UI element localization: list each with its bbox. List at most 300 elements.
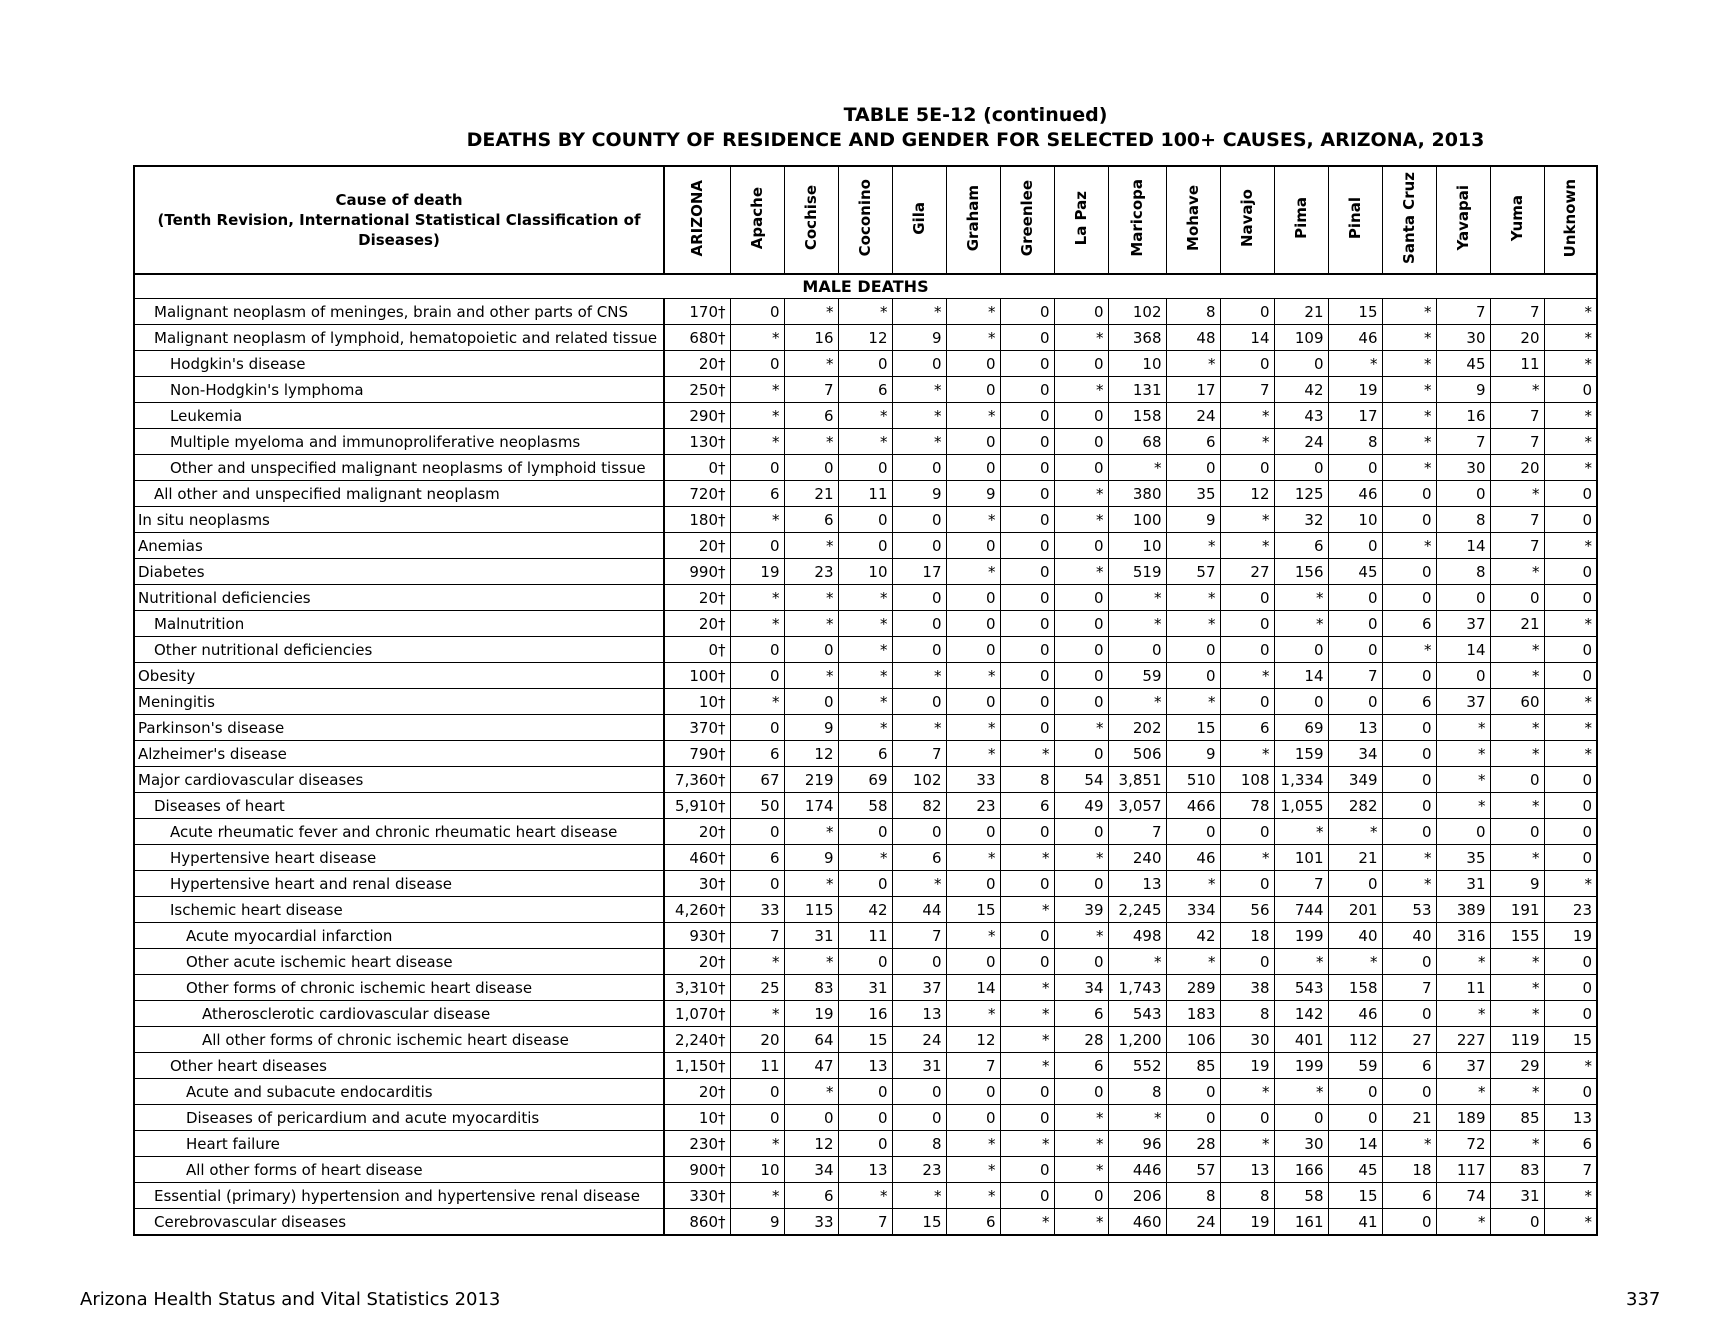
count-cell: 32	[1274, 507, 1328, 533]
count-cell: 64	[784, 1027, 838, 1053]
count-cell: 46	[1328, 1001, 1382, 1027]
count-cell: 0	[1382, 663, 1436, 689]
count-cell: *	[1274, 949, 1328, 975]
count-cell: 0	[1544, 559, 1597, 585]
count-cell: 230†	[664, 1131, 730, 1157]
column-header	[1436, 166, 1490, 274]
count-cell: 130†	[664, 429, 730, 455]
count-cell: *	[1220, 741, 1274, 767]
count-cell: 0	[1544, 975, 1597, 1001]
count-cell: 85	[1166, 1053, 1220, 1079]
count-cell: 0	[1220, 299, 1274, 325]
count-cell: *	[1544, 455, 1597, 481]
count-cell: 0	[946, 637, 1000, 663]
count-cell: 900†	[664, 1157, 730, 1183]
count-cell: 14	[1436, 533, 1490, 559]
count-cell: 31	[1490, 1183, 1544, 1209]
column-header	[1490, 166, 1544, 274]
count-cell: *	[1054, 845, 1108, 871]
count-cell: 0	[1054, 403, 1108, 429]
count-cell: *	[1220, 663, 1274, 689]
column-header	[1274, 166, 1328, 274]
count-cell: 12	[1220, 481, 1274, 507]
count-cell: *	[1382, 299, 1436, 325]
count-cell: 0	[730, 533, 784, 559]
count-cell: 6	[1220, 715, 1274, 741]
count-cell: 40	[1328, 923, 1382, 949]
count-cell: 0	[1544, 1001, 1597, 1027]
count-cell: 0	[1274, 455, 1328, 481]
column-header	[784, 166, 838, 274]
cause-label: In situ neoplasms	[134, 507, 664, 533]
count-cell: 0	[946, 819, 1000, 845]
count-cell: *	[784, 533, 838, 559]
footer-publication: Arizona Health Status and Vital Statistics 2013	[80, 1289, 501, 1310]
cause-label: Other and unspecified malignant neoplasms of lymphoid tissue	[134, 455, 664, 481]
count-cell: *	[946, 845, 1000, 871]
count-cell: 24	[1274, 429, 1328, 455]
count-cell: *	[1166, 871, 1220, 897]
count-cell: *	[838, 429, 892, 455]
cause-label: Other acute ischemic heart disease	[134, 949, 664, 975]
count-cell: *	[1328, 949, 1382, 975]
table-row	[134, 1157, 1597, 1183]
count-cell: 0	[946, 1105, 1000, 1131]
count-cell: *	[1054, 377, 1108, 403]
count-cell: *	[1544, 741, 1597, 767]
count-cell: 15	[892, 1209, 946, 1236]
count-cell: 0	[1544, 481, 1597, 507]
count-cell: 31	[784, 923, 838, 949]
count-cell: *	[838, 585, 892, 611]
cause-label: Obesity	[134, 663, 664, 689]
count-cell: 7	[1274, 871, 1328, 897]
count-cell: *	[1108, 1105, 1166, 1131]
count-cell: 368	[1108, 325, 1166, 351]
count-cell: *	[1382, 845, 1436, 871]
count-cell: 720†	[664, 481, 730, 507]
count-cell: 0	[1328, 637, 1382, 663]
count-cell: 45	[1328, 1157, 1382, 1183]
count-cell: 106	[1166, 1027, 1220, 1053]
count-cell: 23	[1544, 897, 1597, 923]
count-cell: 9	[730, 1209, 784, 1236]
count-cell: 19	[1328, 377, 1382, 403]
count-cell: 744	[1274, 897, 1328, 923]
count-cell: 0	[1220, 351, 1274, 377]
count-cell: 0	[1000, 949, 1054, 975]
count-cell: 57	[1166, 559, 1220, 585]
count-cell: 19	[1544, 923, 1597, 949]
count-cell: 74	[1436, 1183, 1490, 1209]
count-cell: 1,334	[1274, 767, 1328, 793]
count-cell: *	[730, 585, 784, 611]
cause-label: Acute rheumatic fever and chronic rheumatic heart disease	[134, 819, 664, 845]
count-cell: 201	[1328, 897, 1382, 923]
count-cell: *	[838, 403, 892, 429]
count-cell: 108	[1220, 767, 1274, 793]
count-cell: 0	[1166, 819, 1220, 845]
count-cell: 6	[1274, 533, 1328, 559]
count-cell: *	[1544, 871, 1597, 897]
section-row	[134, 274, 1597, 299]
count-cell: *	[784, 1079, 838, 1105]
count-cell: 0	[838, 1079, 892, 1105]
count-cell: 24	[1166, 1209, 1220, 1236]
column-header-label: La Paz	[1072, 190, 1090, 246]
count-cell: 10	[1108, 351, 1166, 377]
count-cell: *	[1000, 1001, 1054, 1027]
count-cell: 96	[1108, 1131, 1166, 1157]
count-cell: 0	[892, 637, 946, 663]
count-cell: 7	[838, 1209, 892, 1236]
count-cell: 0	[1054, 351, 1108, 377]
count-cell: 30	[1220, 1027, 1274, 1053]
count-cell: 69	[1274, 715, 1328, 741]
count-cell: 53	[1382, 897, 1436, 923]
count-cell: 446	[1108, 1157, 1166, 1183]
cause-label: Nutritional deficiencies	[134, 585, 664, 611]
count-cell: 19	[784, 1001, 838, 1027]
cause-label: Non-Hodgkin's lymphoma	[134, 377, 664, 403]
cause-label: All other forms of chronic ischemic heart disease	[134, 1027, 664, 1053]
count-cell: 13	[892, 1001, 946, 1027]
count-cell: 0	[946, 1079, 1000, 1105]
cause-label: Alzheimer's disease	[134, 741, 664, 767]
count-cell: 30	[1436, 325, 1490, 351]
count-cell: *	[1054, 325, 1108, 351]
count-cell: *	[892, 715, 946, 741]
count-cell: 401	[1274, 1027, 1328, 1053]
count-cell: *	[838, 715, 892, 741]
count-cell: *	[1544, 351, 1597, 377]
table-row	[134, 923, 1597, 949]
count-cell: 466	[1166, 793, 1220, 819]
cause-label: Hypertensive heart disease	[134, 845, 664, 871]
table-row	[134, 1053, 1597, 1079]
count-cell: 0	[1274, 689, 1328, 715]
count-cell: 0	[1382, 715, 1436, 741]
count-cell: 42	[1166, 923, 1220, 949]
count-cell: 0	[1000, 455, 1054, 481]
count-cell: 42	[1274, 377, 1328, 403]
count-cell: 161	[1274, 1209, 1328, 1236]
count-cell: 13	[838, 1053, 892, 1079]
column-header	[1108, 166, 1166, 274]
count-cell: *	[1054, 1157, 1108, 1183]
count-cell: 24	[1166, 403, 1220, 429]
table-row	[134, 325, 1597, 351]
count-cell: *	[1054, 715, 1108, 741]
count-cell: 189	[1436, 1105, 1490, 1131]
header-row	[134, 166, 1597, 274]
count-cell: 0	[784, 1105, 838, 1131]
count-cell: 0	[1544, 585, 1597, 611]
count-cell: *	[1490, 637, 1544, 663]
count-cell: 16	[1436, 403, 1490, 429]
count-cell: 0	[1328, 689, 1382, 715]
count-cell: 17	[1328, 403, 1382, 429]
count-cell: *	[838, 663, 892, 689]
count-cell: *	[1166, 949, 1220, 975]
count-cell: *	[1000, 1053, 1054, 1079]
count-cell: 0	[1054, 949, 1108, 975]
table-row	[134, 975, 1597, 1001]
count-cell: *	[1274, 819, 1328, 845]
count-cell: 0	[1000, 585, 1054, 611]
count-cell: *	[1382, 1131, 1436, 1157]
count-cell: 9	[1436, 377, 1490, 403]
count-cell: 0†	[664, 637, 730, 663]
count-cell: 8	[1166, 299, 1220, 325]
count-cell: *	[1054, 1105, 1108, 1131]
cause-label: Acute myocardial infarction	[134, 923, 664, 949]
count-cell: 0	[1000, 689, 1054, 715]
count-cell: *	[838, 845, 892, 871]
count-cell: 498	[1108, 923, 1166, 949]
column-header	[1166, 166, 1220, 274]
count-cell: 0	[1328, 871, 1382, 897]
count-cell: 11	[1490, 351, 1544, 377]
count-cell: 0	[1382, 949, 1436, 975]
count-cell: 0	[1490, 819, 1544, 845]
count-cell: *	[946, 403, 1000, 429]
count-cell: 7	[1220, 377, 1274, 403]
count-cell: 60	[1490, 689, 1544, 715]
table-row	[134, 1105, 1597, 1131]
count-cell: 20†	[664, 611, 730, 637]
count-cell: 82	[892, 793, 946, 819]
count-cell: 9	[784, 715, 838, 741]
count-cell: 0	[1490, 585, 1544, 611]
cause-label: Cerebrovascular diseases	[134, 1209, 664, 1236]
cause-label: Other heart diseases	[134, 1053, 664, 1079]
count-cell: 460†	[664, 845, 730, 871]
count-cell: *	[946, 1131, 1000, 1157]
count-cell: *	[1436, 767, 1490, 793]
count-cell: 0	[838, 533, 892, 559]
column-header-label: Unknown	[1561, 178, 1580, 258]
count-cell: 33	[730, 897, 784, 923]
count-cell: 12	[946, 1027, 1000, 1053]
count-cell: 0	[1382, 1209, 1436, 1236]
count-cell: 21	[1382, 1105, 1436, 1131]
count-cell: 9	[1166, 741, 1220, 767]
count-cell: 45	[1436, 351, 1490, 377]
count-cell: *	[1220, 845, 1274, 871]
count-cell: 7	[946, 1053, 1000, 1079]
column-header	[1220, 166, 1274, 274]
count-cell: *	[838, 637, 892, 663]
count-cell: 6	[1054, 1001, 1108, 1027]
count-cell: 0	[1382, 1079, 1436, 1105]
count-cell: 790†	[664, 741, 730, 767]
count-cell: 0	[1000, 1105, 1054, 1131]
count-cell: 174	[784, 793, 838, 819]
column-header	[664, 166, 730, 274]
count-cell: 9	[892, 325, 946, 351]
count-cell: 27	[1382, 1027, 1436, 1053]
count-cell: *	[1490, 949, 1544, 975]
count-cell: 37	[892, 975, 946, 1001]
count-cell: 0	[838, 507, 892, 533]
table-row	[134, 559, 1597, 585]
count-cell: 8	[1328, 429, 1382, 455]
table-row	[134, 689, 1597, 715]
count-cell: 930†	[664, 923, 730, 949]
count-cell: 2,240†	[664, 1027, 730, 1053]
column-header-label: Mohave	[1184, 185, 1202, 251]
count-cell: *	[1490, 663, 1544, 689]
column-header-label: Graham	[964, 184, 982, 252]
count-cell: 330†	[664, 1183, 730, 1209]
column-header-label: Santa Cruz	[1400, 172, 1418, 264]
count-cell: 0	[1274, 637, 1328, 663]
count-cell: *	[1490, 741, 1544, 767]
count-cell: 23	[946, 793, 1000, 819]
table-row	[134, 533, 1597, 559]
count-cell: 57	[1166, 1157, 1220, 1183]
count-cell: 9	[1490, 871, 1544, 897]
count-cell: 8	[1436, 559, 1490, 585]
count-cell: *	[1328, 819, 1382, 845]
count-cell: 7	[1490, 299, 1544, 325]
count-cell: 18	[1220, 923, 1274, 949]
count-cell: 316	[1436, 923, 1490, 949]
count-cell: *	[838, 299, 892, 325]
count-cell: 6	[1382, 611, 1436, 637]
count-cell: 0	[1108, 637, 1166, 663]
count-cell: 10†	[664, 1105, 730, 1131]
count-cell: 11	[838, 923, 892, 949]
count-cell: 0	[730, 351, 784, 377]
count-cell: 0	[892, 533, 946, 559]
count-cell: 13	[1328, 715, 1382, 741]
count-cell: 0	[1054, 585, 1108, 611]
count-cell: 0	[1490, 1209, 1544, 1236]
count-cell: 0	[892, 819, 946, 845]
count-cell: 28	[1166, 1131, 1220, 1157]
count-cell: 0	[1054, 533, 1108, 559]
count-cell: 43	[1274, 403, 1328, 429]
count-cell: *	[1544, 429, 1597, 455]
table-row	[134, 507, 1597, 533]
count-cell: 1,055	[1274, 793, 1328, 819]
count-cell: 20†	[664, 351, 730, 377]
count-cell: *	[784, 351, 838, 377]
count-cell: *	[1108, 611, 1166, 637]
count-cell: 31	[1436, 871, 1490, 897]
table-row	[134, 611, 1597, 637]
section-label: MALE DEATHS	[134, 274, 1597, 299]
count-cell: 0	[1000, 507, 1054, 533]
count-cell: 37	[1436, 689, 1490, 715]
count-cell: 0	[784, 455, 838, 481]
count-cell: 349	[1328, 767, 1382, 793]
count-cell: 37	[1436, 1053, 1490, 1079]
table-row	[134, 637, 1597, 663]
cause-label: Acute and subacute endocarditis	[134, 1079, 664, 1105]
count-cell: 19	[730, 559, 784, 585]
count-cell: 18	[1382, 1157, 1436, 1183]
count-cell: 0	[1490, 767, 1544, 793]
table-row	[134, 741, 1597, 767]
count-cell: 20	[1490, 455, 1544, 481]
column-header-label: Maricopa	[1128, 179, 1146, 257]
count-cell: 10	[730, 1157, 784, 1183]
count-cell: 0	[1166, 637, 1220, 663]
count-cell: 0	[730, 1079, 784, 1105]
count-cell: 6	[730, 845, 784, 871]
count-cell: 7	[1544, 1157, 1597, 1183]
table-row	[134, 715, 1597, 741]
count-cell: 42	[838, 897, 892, 923]
count-cell: *	[1000, 1131, 1054, 1157]
count-cell: *	[1054, 481, 1108, 507]
count-cell: *	[946, 1157, 1000, 1183]
count-cell: *	[892, 1183, 946, 1209]
count-cell: 0	[1000, 923, 1054, 949]
count-cell: 0	[730, 637, 784, 663]
count-cell: 14	[1220, 325, 1274, 351]
count-cell: 0	[1054, 299, 1108, 325]
count-cell: *	[1544, 611, 1597, 637]
count-cell: 0	[1054, 429, 1108, 455]
table-row	[134, 429, 1597, 455]
count-cell: 0	[1544, 377, 1597, 403]
count-cell: 12	[784, 741, 838, 767]
count-cell: 0	[892, 949, 946, 975]
cause-label: Heart failure	[134, 1131, 664, 1157]
count-cell: *	[1436, 949, 1490, 975]
count-cell: 6	[946, 1209, 1000, 1236]
count-cell: 16	[784, 325, 838, 351]
count-cell: 0	[946, 585, 1000, 611]
count-cell: *	[946, 559, 1000, 585]
count-cell: 990†	[664, 559, 730, 585]
count-cell: *	[784, 949, 838, 975]
count-cell: 0	[1054, 663, 1108, 689]
count-cell: 6	[784, 1183, 838, 1209]
count-cell: *	[1328, 351, 1382, 377]
count-cell: *	[1220, 507, 1274, 533]
count-cell: 102	[892, 767, 946, 793]
count-cell: *	[1490, 975, 1544, 1001]
count-cell: 6	[1054, 1053, 1108, 1079]
count-cell: 30†	[664, 871, 730, 897]
count-cell: 0	[730, 871, 784, 897]
count-cell: 17	[892, 559, 946, 585]
count-cell: 0	[1000, 403, 1054, 429]
count-cell: *	[784, 585, 838, 611]
count-cell: *	[1220, 1079, 1274, 1105]
count-cell: 240	[1108, 845, 1166, 871]
count-cell: *	[1054, 559, 1108, 585]
count-cell: 34	[1328, 741, 1382, 767]
count-cell: 0	[1220, 1105, 1274, 1131]
table-row	[134, 793, 1597, 819]
count-cell: 8	[1436, 507, 1490, 533]
count-cell: 7	[1490, 533, 1544, 559]
column-header-label: Gila	[910, 201, 928, 235]
count-cell: 0	[1382, 585, 1436, 611]
count-cell: *	[1054, 1131, 1108, 1157]
count-cell: 59	[1328, 1053, 1382, 1079]
count-cell: *	[946, 299, 1000, 325]
count-cell: 15	[1166, 715, 1220, 741]
count-cell: 0	[1000, 611, 1054, 637]
count-cell: 25	[730, 975, 784, 1001]
